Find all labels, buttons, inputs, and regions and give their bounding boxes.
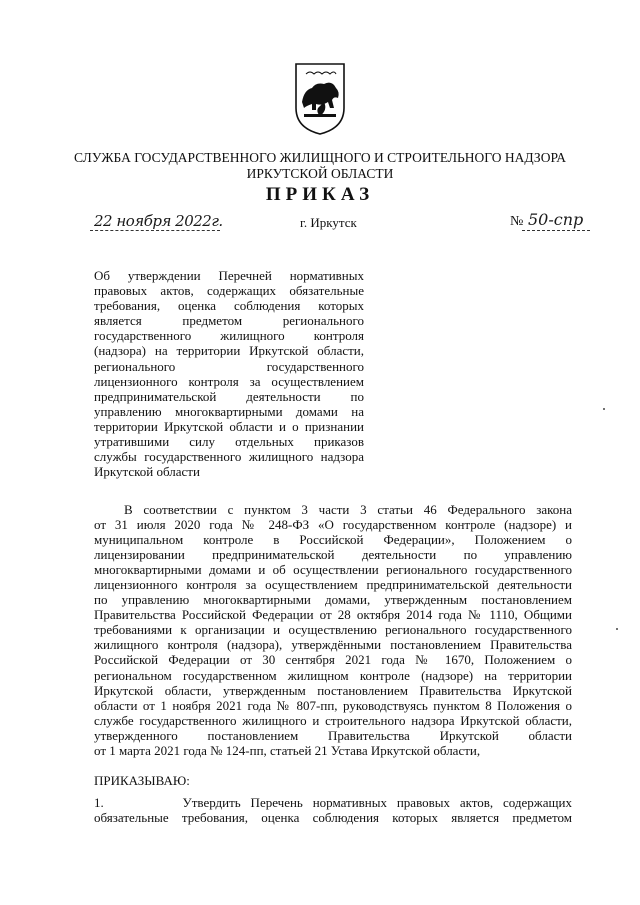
- subject-line: службы государственного жилищного надзора: [94, 449, 364, 465]
- body-line: Российской Федерации от 30 сентября 2021 года № 1670, Положением о: [94, 652, 572, 668]
- body-line: муниципальном контроле в Российской Федерации», Положением о: [94, 532, 572, 548]
- handwritten-date: 22 ноября 2022г.: [94, 212, 223, 230]
- subject-line: государственного жилищного контроля: [94, 328, 364, 344]
- body-line: службе государственного жилищного и строительного надзора Иркутской области,: [94, 712, 572, 728]
- subject-line: требования, оценка соблюдения которых: [94, 298, 364, 314]
- order-subject: [94, 268, 364, 479]
- subject-line: управлению многоквартирными домами на: [94, 403, 364, 419]
- number-underline: [522, 230, 590, 232]
- subject-line: территории Иркутской области и о признании: [94, 418, 364, 434]
- body-line: жилищного контроля (надзора), утверждёнными постановлением Правительства: [94, 637, 572, 653]
- body-line: лицензионного контроля за осуществлением предпринимательской деятельности: [94, 577, 572, 593]
- body-line: по управлению многоквартирными домами, утвержденным постановлением: [94, 592, 572, 608]
- subject-line: предпринимательской деятельности по: [94, 388, 364, 404]
- body-line: региональном государственном жилищном контроле (надзоре) на территории: [94, 667, 572, 683]
- order-keyword: ПРИКАЗЫВАЮ:: [94, 773, 190, 788]
- subject-line: Об утверждении Перечней нормативных: [94, 268, 364, 283]
- scan-speck: [603, 408, 605, 410]
- handwritten-order-number: 50-спр: [528, 210, 584, 229]
- subject-line: утратившими силу отдельных приказов: [94, 434, 364, 450]
- subject-line: регионального государственного: [94, 358, 364, 374]
- scan-speck: [616, 628, 618, 630]
- body-line: многоквартирными домами и об осуществлении регионального государственного: [94, 562, 572, 578]
- number-label: №: [510, 214, 524, 229]
- document-type-title: ПРИКАЗ: [265, 184, 375, 205]
- body-line: В соответствии с пунктом 3 части 3 статьи 46 Федерального закона: [124, 502, 572, 517]
- organization-name-line2: ИРКУТСКОЙ ОБЛАСТИ: [246, 166, 394, 181]
- body-line: от 1 марта 2021 года № 124-пп, статьей 21 Устава Иркутской области,: [94, 742, 481, 758]
- item-line: 1. Утвердить Перечень нормативных правовых актов, содержащих: [94, 795, 572, 810]
- subject-line: лицензионного контроля за осуществлением: [94, 373, 364, 389]
- preamble-paragraph: [94, 502, 572, 758]
- subject-line: Иркутской области: [94, 464, 200, 480]
- body-line: Иркутской области, утвержденным постановлением Правительства Иркутской: [94, 682, 572, 698]
- irkutsk-coat-of-arms-icon: [294, 62, 346, 136]
- organization-name-line1: СЛУЖБА ГОСУДАРСТВЕННОГО ЖИЛИЩНОГО И СТРОИТЕЛЬНОГО НАДЗОРА: [74, 150, 566, 165]
- item-line: обязательные требования, оценка соблюдения которых является предметом: [94, 810, 572, 826]
- body-line: утвержденного постановлением Правительства Иркутской области: [94, 727, 572, 743]
- body-line: Правительства Российской Федерации от 28 октября 2014 года № 1110, Общими: [94, 607, 572, 623]
- city-label: г. Иркутск: [300, 215, 357, 230]
- body-line: лицензировании предпринимательской деятельности по управлению: [94, 547, 572, 563]
- date-underline: [90, 230, 220, 232]
- body-line: требованиями к организации и осуществлению регионального государственного: [94, 622, 572, 638]
- body-line: области от 1 ноября 2021 года № 807-пп, руководствуясь пунктом 8 Положения о: [94, 697, 572, 713]
- item-1-paragraph: [94, 795, 572, 825]
- subject-line: является предметом регионального: [94, 313, 364, 329]
- subject-line: правовых актов, содержащих обязательные: [94, 283, 364, 299]
- subject-line: (надзора) на территории Иркутской области,: [94, 343, 364, 359]
- body-line: от 31 июля 2020 года № 248-ФЗ «О государственном контроле (надзоре) и: [94, 517, 572, 533]
